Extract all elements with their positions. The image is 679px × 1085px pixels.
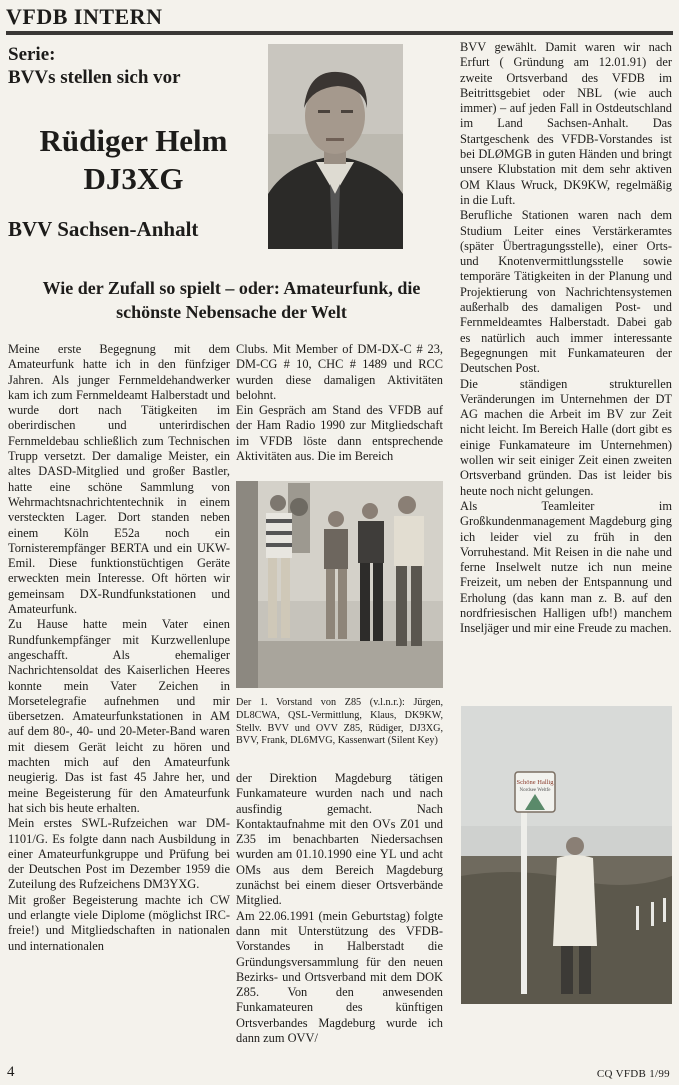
hallig-photo-image bbox=[461, 706, 672, 1004]
paragraph: Berufliche Stationen waren nach dem Studium Leiter eines Verstärkeramtes (später Übertragungsstelle), einer Orts- und Knotenvermittlungsstelle sowie temporäre Tätigkeiten in der Planung und Projektierung von Nachrichtensystemen außerhalb des damaligen Post- und Fernmeldeamtes Halberstadt. Dabei gab es natürlich auch immer interessante Begegnungen mit Funkamateuren der Deutschen Post. bbox=[460, 208, 672, 376]
column-3 bbox=[460, 40, 672, 637]
paragraph: Ein Gespräch am Stand des VFDB auf der Ham Radio 1990 zur Mitgliedschaft im VFDB löste dann entsprechende Aktivitäten aus. Die im Bereich bbox=[236, 403, 443, 464]
header-title: VFDB INTERN bbox=[6, 4, 163, 29]
portrait-image bbox=[268, 44, 403, 249]
group-photo bbox=[236, 481, 443, 688]
paragraph: Meine erste Begegnung mit dem Amateurfunk hatte ich in den fünfziger Jahren. Als junger Fernmeldehandwerker kam ich zum Fernmeldeamt Halberstadt und wurde dort nach Tätigkeiten im oberirdischen und unterirdischen Fernmeldebau schließlich zum Technischen Trupp versetzt. Der damalige Meister, ein altes DASD-Mitglied und großer Bastler, hatte eine schöne Sammlung von Wehrmachtsnachrichtentechnik in einem versteckten Lager. Dort standen neben einem Köln E52a noch ein Tornisterempfänger BERTA und ein UKW-Emil. Diese funktionstüchtigen Geräte erweckten mein Interesse. Oft hörten wir gemeinsam DX-Rundfunkstationen und Amateurfunk. bbox=[8, 342, 230, 617]
paragraph: Mein erstes SWL-Rufzeichen war DM-1101/G. Es folgte dann nach Ausbildung in einer Amateurfunkgruppe und Prüfung bei der Deutschen Post im Dezember 1959 die Zuteilung des Rufzeichens DM3YXG. bbox=[8, 816, 230, 892]
column-2-bottom bbox=[236, 771, 443, 1046]
paragraph: Zu Hause hatte mein Vater einen Rundfunkempfänger mit Kurzwellenlupe angeschafft. Als ehemaliger Nachrichtensoldat des Kaiserlichen Heeres konnte mein Vater Zeichen in Morsetelegrafie aufnehmen und mir übersetzen. Amateurfunkstationen in AM auf dem 80-, 40- und 20-Meter-Band waren mit diesem Gerät leicht zu hören und machten mich auf den Amateurfunk neugierig. Das ist fast 45 Jahre her, und meine Begeisterung für den Amateurfunk hat sich bis heute erhalten. bbox=[8, 617, 230, 815]
column-1 bbox=[8, 342, 230, 954]
paragraph: Clubs. Mit Member of DM-DX-C # 23, DM-CG # 10, CHC # 1489 und RCC wurden diese damaligen Aktivitäten belohnt. bbox=[236, 342, 443, 402]
paragraph: Am 22.06.1991 (mein Geburtstag) folgte dann mit Unterstützung des VFDB-Vorstandes in Halberstadt die Gründungsversammlung für den neuen Bezirks- und Ortsverband mit dem DOK Z85. Von den anwesenden Funkamateuren des künftigen Ortsverbandes Magdeburg wurde ich dann zum OVV/ bbox=[236, 908, 443, 1046]
group-photo-caption: Der 1. Vorstand von Z85 (v.l.n.r.): Jürgen, DL8CWA, QSL-Vermittlung, Klaus, DK9KW, Stellv. BVV und OVV Z85, Rüdiger, DJ3XG, BVV, Frank, DL6MVG, Kassenwart (Silent Key) bbox=[236, 697, 443, 747]
issue-label: CQ VFDB 1/99 bbox=[596, 1068, 670, 1080]
group-photo-image bbox=[236, 481, 443, 688]
sign-text-line-1: Schöne Hallig bbox=[516, 779, 554, 786]
header-rule bbox=[6, 31, 673, 35]
paragraph: BVV gewählt. Damit waren wir nach Erfurt ( Gründung am 12.01.91) der zweite Ortsverband des VFDB im Beitrittsgebiet oder NBL (wie auch immer) – auf jeden Fall in Ostdeutschland im Land Sachsen-Anhalt. Das Startgeschenk des VFDB-Vorstandes ist bei DLØMGB in guten Händen und bringt unsere Klubstation mit dem sehr aktiven OM Klaus Wruck, DK9KW, regelmäßig in die Luft. bbox=[460, 40, 672, 207]
paragraph: Die ständigen strukturellen Veränderungen im Unternehmen der DT AG machen die Arbeit im BV zur Zeit nicht leicht. Im Bereich Halle (dort gibt es einige Funkamateure im Unternehmen) wollen wir seit einiger Zeit einen zweiten Ortsverband gründen. Das ist leider bis heute noch nicht gelungen. bbox=[460, 376, 672, 498]
sign-text-line-2: Nordsee Weltfe bbox=[519, 788, 551, 793]
author-name bbox=[6, 122, 261, 198]
article-headline: Wie der Zufall so spielt – oder: Amateurfunk, die schönste Nebensache der Welt bbox=[42, 278, 421, 322]
paragraph: der Direktion Magdeburg tätigen Funkamateure wurden nach und nach ausfindig gemacht. Nach Kontaktaufnahme mit den OVs Z01 und Z35 im benachbarten Niedersachsen wurden am 01.10.1990 eine YL und acht OMs aus dem Bereich Magdeburg zunächst bei einem dieser Ortsverbände Mitglied. bbox=[236, 771, 443, 908]
bvv-region: BVV Sachsen-Anhalt bbox=[8, 217, 199, 241]
paragraph: Als Teamleiter im Großkundenmanagement Magdeburg ging ich leider viel zu früh in den Vorruhestand. Mit Reisen in die nahe und ferne Inselwelt nutze ich nun meine Freizeit, um neben der Entspannung und Erholung (das kann man z. B. auf den nordfriesischen Halligen ufb!) manchem Inseljäger und mir eine Freude zu machen. bbox=[460, 498, 672, 636]
kicker-line-2: BVVs stellen sich vor bbox=[8, 67, 181, 88]
hallig-photo bbox=[461, 706, 672, 1004]
series-kicker bbox=[8, 43, 263, 89]
author-name-line: Rüdiger Helm bbox=[39, 123, 228, 158]
author-callsign: DJ3XG bbox=[83, 161, 184, 196]
column-2-top bbox=[236, 342, 443, 464]
paragraph: Mit großer Begeisterung machte ich CW und erlangte viele Diplome (möglichst IRC-freie!) und Mitgliedschaften in nationalen und internationalen bbox=[8, 892, 230, 953]
portrait-photo bbox=[268, 44, 403, 249]
kicker-line-1: Serie: bbox=[8, 44, 56, 65]
page-number: 4 bbox=[7, 1064, 15, 1080]
